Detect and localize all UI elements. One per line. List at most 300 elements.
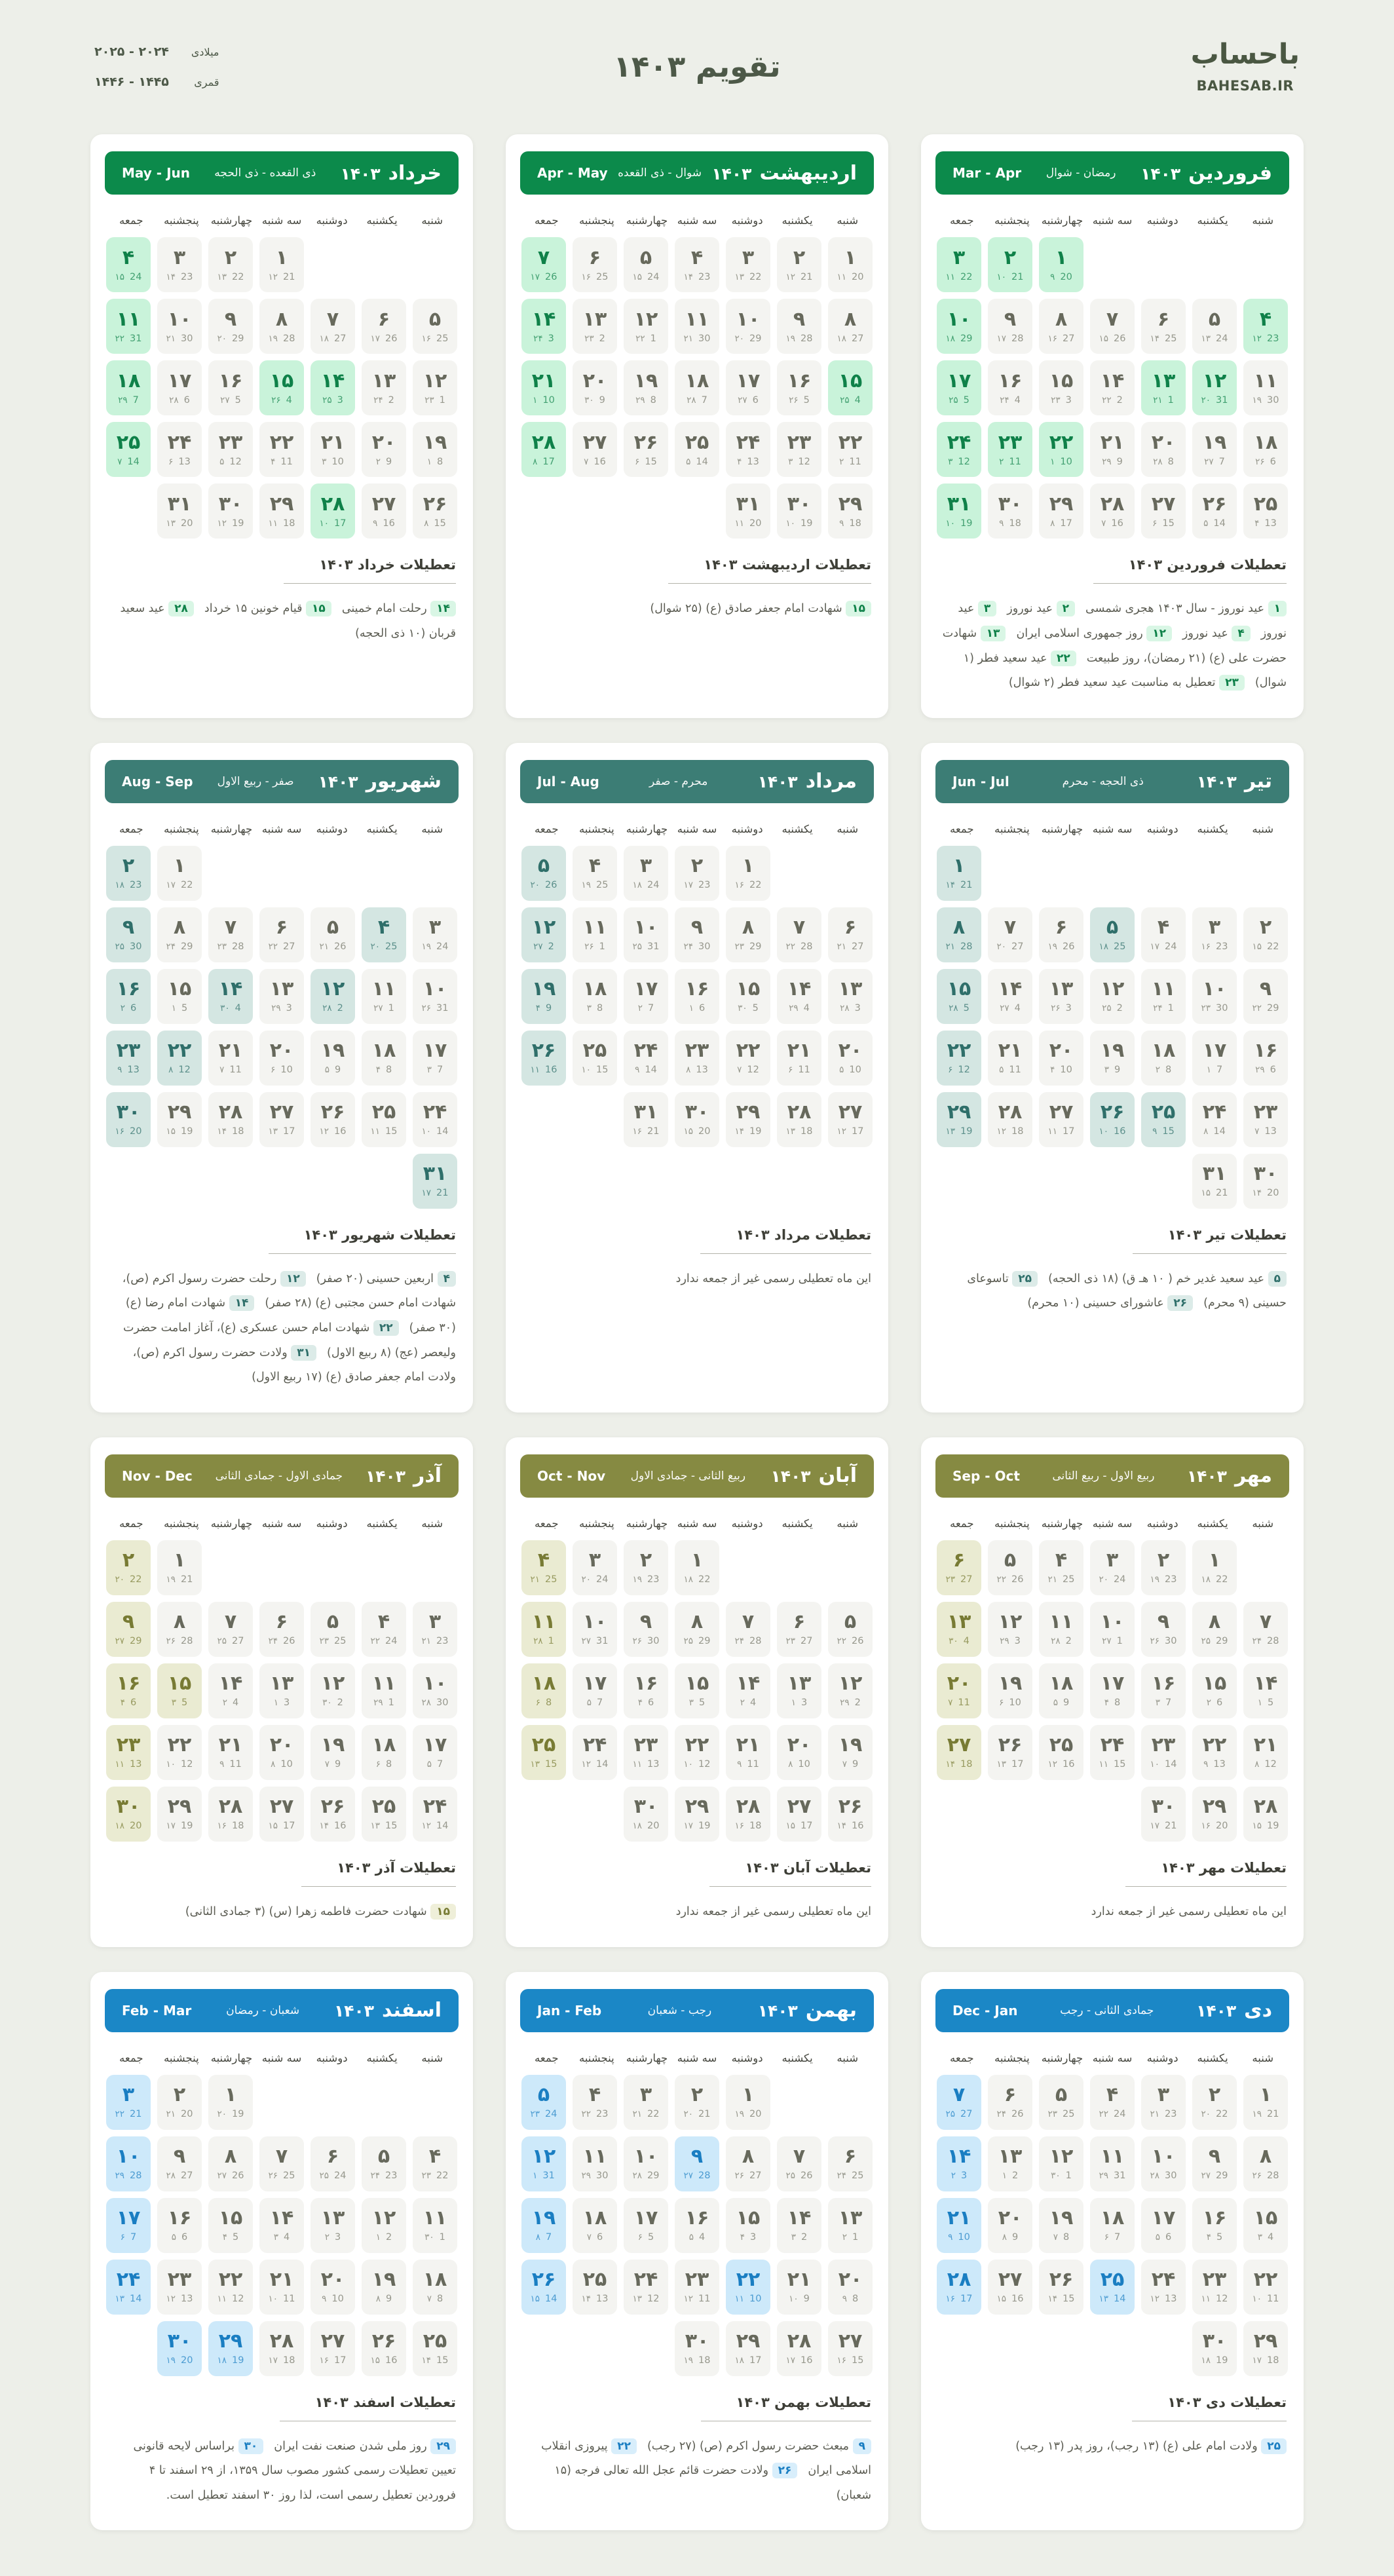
day-subnumbers xyxy=(948,2233,970,2243)
hijri-day-number: ۲۵ xyxy=(840,394,850,406)
hijri-day-number: ۲۳ xyxy=(530,2108,540,2119)
day-cell xyxy=(573,2198,617,2253)
day-cell-holiday xyxy=(937,1540,981,1595)
hijri-day-number: ۲۳ xyxy=(584,333,594,344)
holidays-list xyxy=(938,597,1287,696)
day-cell xyxy=(1243,907,1288,962)
day-subnumbers xyxy=(997,1575,1024,1585)
day-cell xyxy=(413,483,457,539)
weekday-label: یکشنبه xyxy=(1197,822,1228,835)
day-subnumbers xyxy=(115,1760,142,1770)
day-subnumbers xyxy=(217,2356,244,2366)
gregorian-day-number: 26 xyxy=(545,271,557,282)
hijri-day-number: ۲۲ xyxy=(115,333,125,344)
day-cell xyxy=(777,1092,821,1147)
day-subnumbers xyxy=(1150,2294,1177,2304)
gregorian-day-number: 2 xyxy=(386,2231,392,2243)
gregorian-day-number: 30 xyxy=(698,941,711,953)
page-title: تقویم ۱۴۰۳ xyxy=(613,49,781,85)
day-subnumbers xyxy=(320,334,347,344)
gregorian-day-number: 11 xyxy=(958,1697,970,1709)
gregorian-day-number: 12 xyxy=(798,456,810,467)
solar-day-number: ۲۲ xyxy=(1202,1733,1227,1757)
day-cell xyxy=(1141,1663,1186,1718)
gregorian-day-number: 6 xyxy=(699,1003,706,1014)
gregorian-day-number: 14 xyxy=(436,1821,449,1832)
gregorian-day-number: 12 xyxy=(1216,2293,1228,2304)
holiday-day-badge: ۱۵ xyxy=(430,1904,456,1920)
hijri-day-number: ۱۹ xyxy=(785,333,796,344)
solar-day-number: ۶ xyxy=(275,916,288,939)
day-subnumbers xyxy=(842,1760,859,1770)
day-subnumbers xyxy=(422,2171,449,2181)
holiday-day-badge: ۲۸ xyxy=(168,601,194,616)
day-subnumbers xyxy=(1102,457,1123,467)
solar-day-number: ۱۰ xyxy=(736,307,761,331)
gregorian-day-number: 21 xyxy=(283,271,295,282)
day-subnumbers xyxy=(320,519,347,529)
solar-day-number: ۱۹ xyxy=(1049,2206,1074,2229)
day-subnumbers xyxy=(422,1188,449,1198)
day-cell xyxy=(828,969,873,1024)
gregorian-day-number: 11 xyxy=(1009,456,1021,467)
gregorian-day-number: 1 xyxy=(548,1636,554,1647)
month-hijri-range: رمضان - شوال xyxy=(1046,166,1116,180)
day-subnumbers xyxy=(536,1004,552,1013)
empty-cell xyxy=(413,237,457,292)
solar-day-number: ۸ xyxy=(742,2144,755,2168)
hijri-day-number: ۷ xyxy=(219,1065,225,1076)
day-subnumbers xyxy=(422,1127,449,1137)
holiday-day-badge: ۱۲ xyxy=(1146,626,1172,641)
day-subnumbers xyxy=(121,2233,137,2243)
gregorian-day-number: 20 xyxy=(749,2108,762,2119)
gregorian-day-number: 14 xyxy=(1213,518,1226,529)
day-cell xyxy=(413,1725,457,1780)
day-cell-holiday xyxy=(106,969,151,1024)
day-subnumbers xyxy=(422,1004,449,1013)
day-subnumbers xyxy=(217,1637,244,1646)
weekday-label: چهارشنبه xyxy=(626,2051,668,2064)
solar-day-number: ۲۱ xyxy=(787,1039,812,1063)
gregorian-day-number: 12 xyxy=(229,456,242,467)
day-subnumbers xyxy=(422,1637,449,1646)
month-card xyxy=(506,134,888,718)
day-subnumbers xyxy=(115,2294,142,2304)
solar-day-number: ۱۲ xyxy=(371,2206,396,2229)
day-subnumbers xyxy=(840,1698,861,1708)
hijri-day-number: ۲۶ xyxy=(166,1636,176,1647)
day-subnumbers xyxy=(735,334,762,344)
hijri-day-number: ۱۵ xyxy=(1252,1821,1262,1832)
gregorian-day-number: 13 xyxy=(596,2293,609,2304)
day-subnumbers xyxy=(737,1760,759,1770)
day-subnumbers xyxy=(684,2294,711,2304)
gregorian-day-number: 3 xyxy=(961,2170,968,2181)
gregorian-day-number: 3 xyxy=(1014,1636,1021,1647)
gregorian-day-number: 23 xyxy=(1216,941,1228,953)
day-subnumbers xyxy=(1150,1637,1177,1646)
day-subnumbers xyxy=(1156,1698,1172,1708)
day-cell-holiday xyxy=(208,969,253,1024)
hijri-day-number: ۹ xyxy=(999,518,1004,529)
hijri-day-number: ۲ xyxy=(222,1697,228,1709)
gregorian-day-number: 1 xyxy=(388,1003,394,1014)
solar-day-number: ۱ xyxy=(952,854,966,878)
gregorian-day-number: 26 xyxy=(385,333,398,344)
hijri-day-number: ۱۴ xyxy=(945,880,956,891)
day-cell xyxy=(988,483,1032,539)
gregorian-day-number: 4 xyxy=(1014,394,1021,406)
day-grid xyxy=(106,237,457,539)
month-year: ۱۴۰۳ xyxy=(334,2001,375,2021)
day-cell-holiday xyxy=(106,237,151,292)
day-subnumbers xyxy=(1255,457,1276,467)
month-name: خرداد xyxy=(388,161,442,185)
gregorian-day-number: 9 xyxy=(386,2293,392,2304)
day-cell-holiday xyxy=(259,360,304,415)
hijri-day-number: ۲۱ xyxy=(166,2108,176,2119)
solar-day-number: ۳۰ xyxy=(998,492,1023,516)
logo-domain-text[interactable]: BAHESAB.IR xyxy=(1196,78,1294,94)
solar-day-number: ۸ xyxy=(952,916,966,939)
gregorian-day-number: 14 xyxy=(1114,2293,1126,2304)
day-cell xyxy=(624,1602,668,1657)
solar-day-number: ۶ xyxy=(275,1610,288,1634)
solar-day-number: ۲۷ xyxy=(269,1101,294,1124)
hijri-day-number: ۱ xyxy=(171,1003,177,1014)
solar-day-number: ۲۰ xyxy=(269,1039,294,1063)
hijri-day-number: ۲۸ xyxy=(1153,456,1163,467)
day-cell xyxy=(311,1031,355,1086)
gregorian-day-number: 20 xyxy=(181,2108,193,2119)
month-title xyxy=(334,1999,442,2022)
solar-day-number: ۱۲ xyxy=(1049,2144,1074,2168)
logo-persian-text[interactable]: باحساب xyxy=(1190,38,1300,71)
hijri-day-number: ۳۰ xyxy=(738,1003,747,1014)
solar-day-number: ۱۱ xyxy=(582,916,607,939)
hijri-day-number: ۹ xyxy=(373,518,378,529)
day-cell xyxy=(1039,1602,1083,1657)
solar-day-number: ۱۰ xyxy=(116,2144,141,2168)
gregorian-day-number: 4 xyxy=(233,1697,239,1709)
gregorian-day-number: 4 xyxy=(1014,1003,1021,1014)
gregorian-day-number: 4 xyxy=(803,1003,810,1014)
solar-day-number: ۱۷ xyxy=(1151,2206,1176,2229)
solar-day-number: ۹ xyxy=(1004,307,1017,331)
solar-day-number: ۱ xyxy=(1259,2083,1272,2106)
gregorian-day-number: 30 xyxy=(1267,394,1279,406)
solar-day-number: ۵ xyxy=(428,307,442,331)
empty-cell xyxy=(777,846,821,901)
hijri-day-number: ۹ xyxy=(1152,1126,1158,1137)
solar-day-number: ۳۰ xyxy=(633,1795,658,1819)
day-cell-holiday xyxy=(311,969,355,1024)
hijri-day-number: ۱۹ xyxy=(421,941,432,953)
solar-day-number: ۱۱ xyxy=(531,1610,556,1634)
hijri-day-number: ۱۳ xyxy=(115,2293,125,2304)
hijri-day-number: ۲۷ xyxy=(220,394,230,406)
holidays-list xyxy=(107,2434,456,2509)
day-cell xyxy=(573,2075,617,2130)
hijri-day-number: ۲۰ xyxy=(370,941,381,953)
hijri-day-number: ۲۶ xyxy=(632,1636,643,1647)
empty-cell xyxy=(208,1540,253,1595)
day-cell xyxy=(624,846,668,901)
gregorian-day-number: 21 xyxy=(1011,271,1024,282)
gregorian-day-number: 12 xyxy=(232,2293,244,2304)
day-subnumbers xyxy=(166,519,193,529)
solar-day-number: ۶ xyxy=(844,916,857,939)
day-subnumbers xyxy=(786,1821,813,1831)
day-subnumbers xyxy=(946,1127,973,1137)
holiday-day-badge: ۵ xyxy=(1268,1271,1287,1287)
day-cell-holiday xyxy=(828,360,873,415)
month-gregorian-range: Jan - Feb xyxy=(537,2002,602,2018)
day-subnumbers xyxy=(1156,1065,1172,1075)
day-subnumbers xyxy=(166,2110,193,2119)
empty-cell xyxy=(828,846,873,901)
gregorian-day-number: 3 xyxy=(284,1697,290,1709)
empty-cell xyxy=(1192,846,1237,901)
weekday-label: جمعه xyxy=(119,1517,143,1530)
gregorian-day-number: 23 xyxy=(698,271,711,282)
day-subnumbers xyxy=(121,1004,137,1013)
hijri-day-number: ۱۷ xyxy=(785,2355,796,2366)
hijri-day-number: ۲۶ xyxy=(734,2170,745,2181)
gregorian-day-number: 9 xyxy=(335,1759,341,1770)
day-cell xyxy=(828,2198,873,2253)
solar-day-number: ۳ xyxy=(428,1610,442,1634)
hijri-day-number: ۱۹ xyxy=(166,2355,176,2366)
day-subnumbers xyxy=(1201,2171,1228,2181)
solar-day-number: ۲۸ xyxy=(269,2329,294,2353)
gregorian-day-number: 22 xyxy=(130,1574,142,1585)
weekday-label: جمعه xyxy=(119,214,143,227)
weekday-label: سه شنبه xyxy=(677,1517,717,1530)
solar-day-number: ۱۵ xyxy=(947,977,971,1001)
solar-day-number: ۳۱ xyxy=(423,1162,447,1186)
hijri-day-number: ۲۷ xyxy=(683,2170,694,2181)
weekday-label: جمعه xyxy=(535,2051,559,2064)
hijri-day-number: ۲ xyxy=(999,456,1004,467)
solar-day-number: ۷ xyxy=(326,307,339,331)
solar-day-number: ۷ xyxy=(275,2144,288,2168)
day-cell xyxy=(1039,2075,1083,2130)
hijri-day-number: ۱۱ xyxy=(734,2293,745,2304)
weekday-label: دوشنبه xyxy=(316,822,348,835)
gregorian-day-number: 30 xyxy=(647,1636,660,1647)
solar-day-number: ۳ xyxy=(1106,1549,1119,1572)
gregorian-day-number: 23 xyxy=(1165,2108,1177,2119)
day-subnumbers xyxy=(166,1760,193,1770)
hijri-day-number: ۲۲ xyxy=(268,941,278,953)
weekday-label: پنجشنبه xyxy=(994,214,1030,227)
day-cell xyxy=(1039,2198,1083,2253)
gregorian-day-number: 15 xyxy=(1162,518,1175,529)
hijri-day-number: ۲۴ xyxy=(1153,1003,1163,1014)
solar-day-number: ۱۵ xyxy=(685,1672,709,1695)
day-cell xyxy=(726,907,770,962)
holidays-title: تعطیلات اردیبهشت ۱۴۰۳ xyxy=(668,557,871,584)
hijri-day-number: ۵ xyxy=(686,456,691,467)
gregorian-day-number: 12 xyxy=(747,1065,759,1076)
day-cell xyxy=(1192,1787,1237,1842)
solar-day-number: ۱۳ xyxy=(838,2206,863,2229)
day-cell xyxy=(777,483,821,539)
solar-day-number: ۲۷ xyxy=(947,1733,971,1757)
hijri-day-number: ۱۵ xyxy=(1201,1188,1211,1199)
solar-day-number: ۲۶ xyxy=(371,2329,396,2353)
day-subnumbers xyxy=(166,1575,193,1585)
gregorian-day-number: 24 xyxy=(1165,941,1177,953)
day-subnumbers xyxy=(584,457,606,467)
solar-day-number: ۱ xyxy=(173,1549,186,1572)
day-cell xyxy=(1090,2136,1135,2191)
day-subnumbers xyxy=(582,1637,609,1646)
solar-day-number: ۱۳ xyxy=(582,307,607,331)
hijri-years-label: قمری xyxy=(194,75,219,88)
day-subnumbers xyxy=(735,273,762,282)
day-cell xyxy=(1192,1540,1237,1595)
gregorian-day-number: 3 xyxy=(286,1003,292,1014)
gregorian-day-number: 6 xyxy=(1165,2231,1172,2243)
holiday-text: ولادت حضرت قائم عجل الله تعالی فرجه (۱۵ شعبان) xyxy=(554,2464,871,2502)
solar-day-number: ۱۲ xyxy=(531,2144,556,2168)
day-cell xyxy=(828,1787,873,1842)
day-cell xyxy=(1090,1602,1135,1657)
hijri-day-number: ۱۹ xyxy=(683,2355,694,2366)
hijri-day-number: ۱۲ xyxy=(837,1126,847,1137)
day-subnumbers xyxy=(635,1065,657,1075)
month-holidays-footer xyxy=(935,1227,1289,1316)
gregorian-day-number: 20 xyxy=(1216,1821,1228,1832)
month-title xyxy=(758,770,857,793)
gregorian-day-number: 25 xyxy=(1063,2108,1075,2119)
day-cell-holiday xyxy=(937,2075,981,2130)
solar-day-number: ۲۲ xyxy=(685,1733,709,1757)
solar-day-number: ۳ xyxy=(952,246,966,269)
day-subnumbers xyxy=(320,2171,347,2181)
month-holidays-footer xyxy=(520,557,874,622)
day-cell-holiday xyxy=(937,846,981,901)
solar-day-number: ۲۹ xyxy=(685,1795,709,1819)
day-subnumbers xyxy=(786,334,813,344)
solar-day-number: ۱۶ xyxy=(998,369,1023,392)
solar-day-number: ۱۹ xyxy=(838,1733,863,1757)
gregorian-day-number: 26 xyxy=(232,2170,244,2181)
gregorian-day-number: 29 xyxy=(1216,2170,1228,2181)
hijri-day-number: ۷ xyxy=(324,1759,330,1770)
gregorian-day-number: 1 xyxy=(599,941,605,953)
hijri-day-number: ۲۷ xyxy=(373,1003,383,1014)
day-subnumbers xyxy=(635,334,656,344)
hijri-day-number: ۲۴ xyxy=(1000,394,1009,406)
holiday-day-badge: ۳۱ xyxy=(291,1345,316,1361)
day-cell-holiday xyxy=(106,846,151,901)
gregorian-day-number: 27 xyxy=(852,333,864,344)
day-subnumbers xyxy=(735,942,762,952)
page-header xyxy=(94,39,1300,94)
day-cell xyxy=(311,299,355,354)
gregorian-day-number: 29 xyxy=(647,2170,660,2181)
day-subnumbers xyxy=(997,334,1024,344)
gregorian-day-number: 30 xyxy=(436,1697,449,1709)
hijri-day-number: ۷ xyxy=(842,1759,848,1770)
solar-day-number: ۱ xyxy=(1208,1549,1221,1572)
gregorian-day-number: 17 xyxy=(1063,1126,1075,1137)
gregorian-day-number: 22 xyxy=(960,271,973,282)
day-cell xyxy=(828,1031,873,1086)
day-cell xyxy=(157,907,202,962)
solar-day-number: ۱۹ xyxy=(371,2267,396,2291)
day-subnumbers xyxy=(735,519,762,529)
day-subnumbers xyxy=(172,1004,188,1013)
hijri-day-number: ۳ xyxy=(426,1065,432,1076)
day-cell-holiday xyxy=(106,2136,151,2191)
solar-day-number: ۲ xyxy=(173,2083,186,2106)
day-subnumbers xyxy=(271,1065,293,1075)
day-cell xyxy=(624,1787,668,1842)
month-year: ۱۴۰۳ xyxy=(770,1467,811,1487)
weekday-label: چهارشنبه xyxy=(1041,214,1083,227)
gregorian-day-number: 19 xyxy=(232,2108,244,2119)
day-subnumbers xyxy=(684,1575,711,1585)
hijri-day-number: ۲۸ xyxy=(632,2170,643,2181)
solar-day-number: ۱۲ xyxy=(1202,369,1227,392)
day-cell xyxy=(1192,1602,1237,1657)
month-gregorian-range: Jul - Aug xyxy=(537,773,599,789)
day-cell xyxy=(157,846,202,901)
weekday-label: سه شنبه xyxy=(677,214,717,227)
day-cell-holiday xyxy=(937,2260,981,2315)
day-cell xyxy=(413,299,457,354)
day-subnumbers xyxy=(1051,396,1072,406)
hijri-day-number: ۱۶ xyxy=(1201,941,1211,953)
day-cell xyxy=(362,422,406,477)
site-logo[interactable] xyxy=(1191,39,1300,94)
gregorian-day-number: 5 xyxy=(1268,1697,1274,1709)
day-subnumbers xyxy=(217,942,244,952)
day-cell xyxy=(362,299,406,354)
day-cell xyxy=(573,1031,617,1086)
day-subnumbers xyxy=(1048,942,1075,952)
day-cell xyxy=(675,422,719,477)
day-cell-holiday xyxy=(1039,237,1083,292)
hijri-day-number: ۲۹ xyxy=(118,394,128,406)
hijri-day-number: ۱۲ xyxy=(166,2293,176,2304)
solar-day-number: ۲۳ xyxy=(633,1733,658,1757)
day-cell xyxy=(1192,1154,1237,1209)
hijri-day-number: ۸ xyxy=(788,1759,793,1770)
day-subnumbers xyxy=(1102,396,1123,406)
holiday-text: ولادت امام علی (ع) (۱۳ رجب)، روز پدر (۱۳ رجب) xyxy=(1015,2439,1262,2453)
solar-day-number: ۲۰ xyxy=(787,1733,812,1757)
day-subnumbers xyxy=(638,1698,654,1708)
day-cell xyxy=(1192,1031,1237,1086)
gregorian-day-number: 6 xyxy=(648,1697,654,1709)
gregorian-day-number: 21 xyxy=(130,2108,142,2119)
solar-day-number: ۲۸ xyxy=(787,2329,812,2353)
day-cell xyxy=(1090,2198,1135,2253)
hijri-day-number: ۲۵ xyxy=(949,394,958,406)
hijri-day-number: ۲۸ xyxy=(949,1003,958,1014)
day-subnumbers xyxy=(322,457,344,467)
solar-day-number: ۱۹ xyxy=(998,1672,1023,1695)
solar-day-number: ۴ xyxy=(428,2144,442,2168)
gregorian-day-number: 30 xyxy=(1165,2170,1177,2181)
holiday-text: شهادت امام رضا (ع) (۳۰ صفر) xyxy=(125,1297,456,1335)
